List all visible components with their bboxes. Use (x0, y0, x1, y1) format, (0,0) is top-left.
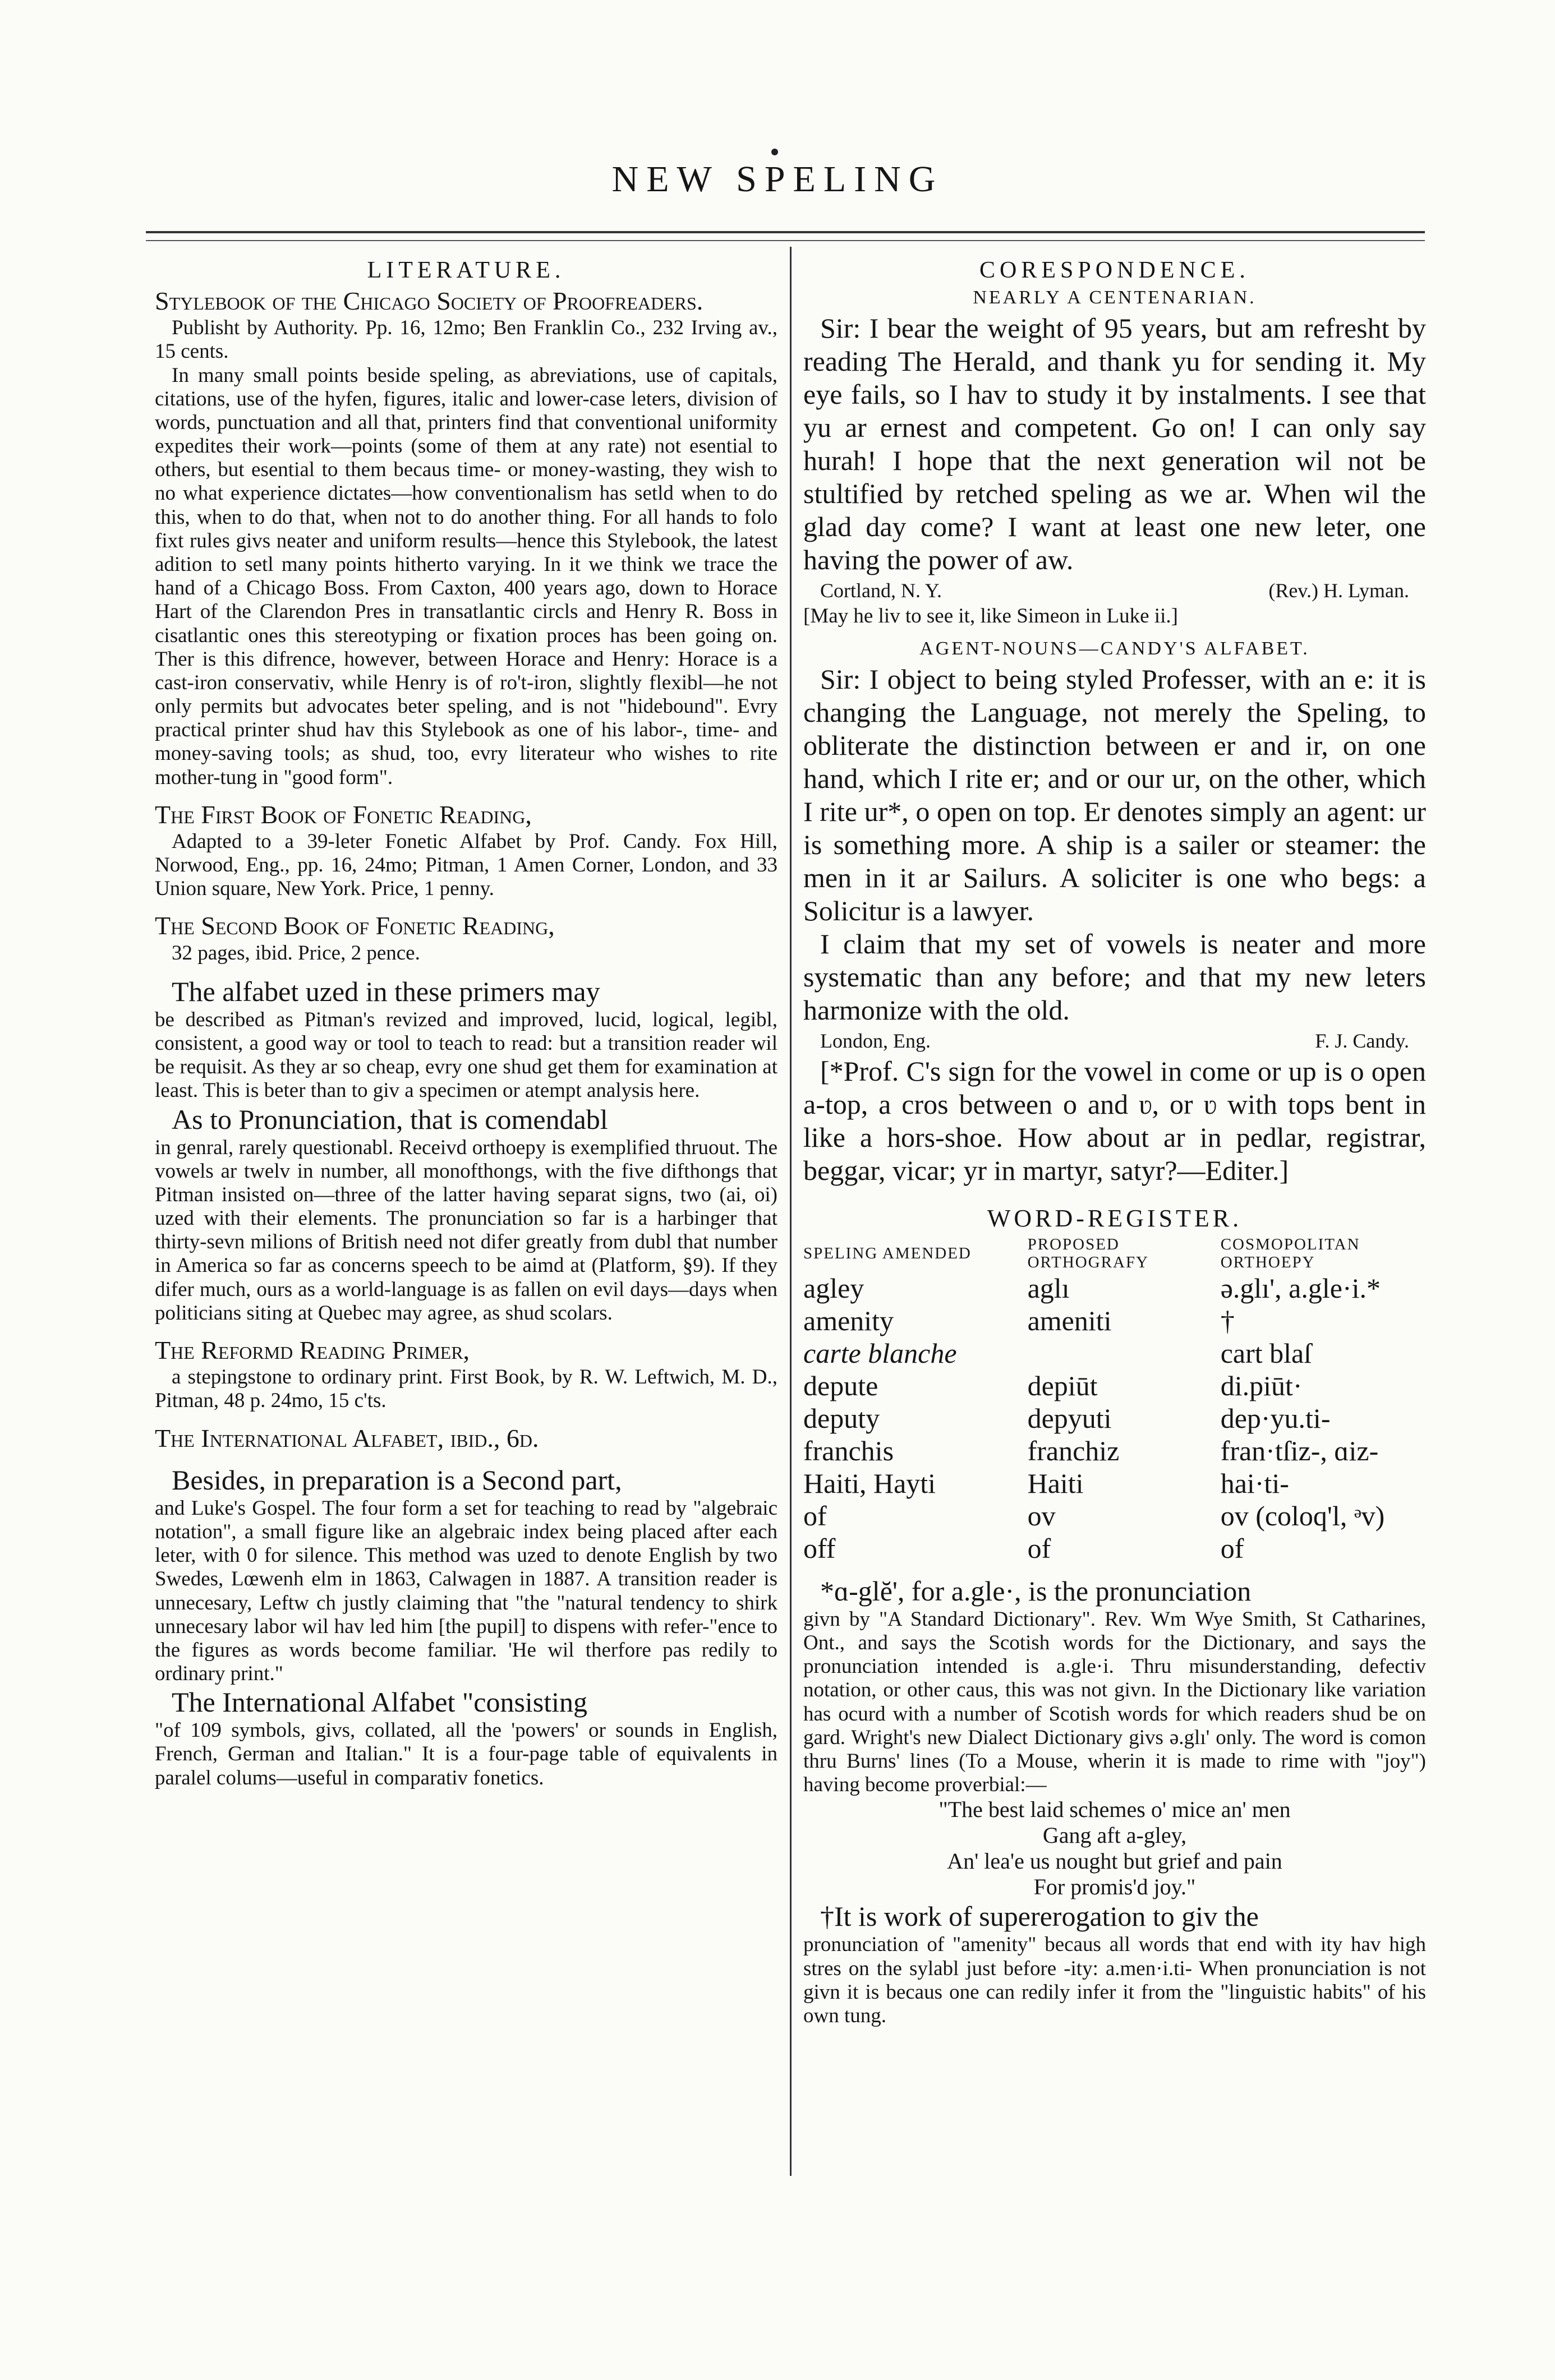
table-cell: of (1027, 1532, 1051, 1564)
intl-lead: The International Alfabet "consisting (172, 1686, 588, 1718)
agent-note: [*Prof. C's sign for the vowel in come or up is o open a-top, a cros between o and ʋ, or ʋ with tops bent in like a hors-shoe. How about ar in pedlar, registrar, beggar, vicar; yr in martyr, satyr?—Editer.] (803, 1055, 1426, 1187)
footnote1-body: givn by "A Standard Dictionary". Rev. Wm Wye Smith, St Catharines, Ont., and says the Scotish words for the Dictionary, and says the pronunciation intended is a.gle·i. Thru misunderstanding, defectiv notation, or other caus, this was not givn. In the Dictionary like variation has ocurd with a number of Scotish words for which readers shud be on gard. Wright's new Dialect Dictionary givs ə.glı' only. The word is comon thru Burns' lines (To a Mouse, wherin it is made to rime with "joy") having become proverbial:— (803, 1607, 1426, 1797)
table-cell: deputy (803, 1402, 880, 1434)
agent-letter: Sir: I object to being styled Professer, with an e: it is changing the Language, not merely the Speling, to obliterate the distinction between er and ir, on one hand, which I rite er; and or our ur, on the other, which I rite ur*, o open on top. Er denotes simply an agent: ur is something more. A ship is a sailer or steamer: the men in it ar Sailurs. A soliciter is one who begs: a Solicitur is a lawyer. (803, 663, 1426, 927)
agent-signature (803, 1029, 1426, 1053)
table-cell: aglı (1027, 1272, 1070, 1304)
table-cell: ameniti (1027, 1304, 1112, 1336)
header-dot (771, 149, 778, 155)
table-row (803, 1500, 1426, 1532)
agent-heading: AGENT-NOUNS—CANDY'S ALFABET. (919, 638, 1310, 659)
centenarian-note: [May he liv to see it, like Simeon in Luke ii.] (803, 605, 1178, 628)
column-header: SPELING AMENDED (803, 1244, 972, 1263)
centenarian-letter: Sir: I bear the weight of 95 years, but am refresht by reading The Herald, and thank yu for sending it. My eye fails, so I hav to study it by instalments. I see that yu ar ernest and competent. Go on! I can only say hurah! I hope that the next generation wil not be stultified by retched speling as we ar. When wil the glad day come? I want at least one new leter, one having the power of aw. (803, 312, 1426, 575)
table-cell: di.piūt· (1220, 1369, 1303, 1401)
table-cell: cart blaſ (1220, 1337, 1312, 1369)
table-cell: fran·tſiz-, ɑiz- (1220, 1435, 1379, 1466)
table-cell: depyuti (1027, 1402, 1112, 1434)
table-cell: ov (1027, 1500, 1056, 1532)
pronunciation-lead: As to Pronunciation, that is comendabl (172, 1103, 608, 1135)
table-row (803, 1272, 1426, 1304)
table-row (803, 1369, 1426, 1402)
table-row (803, 1532, 1426, 1565)
stylebook-body: In many small points beside speling, as abreviations, use of capitals, citations, use of the hyfen, figures, italic and lower-case leters, division of words, punctuation and all that, printers find that conventional uniformity expedites their work—points (some of them at any rate) not esential to others, but esential to them becaus time- or money-wasting, they wish to no what experience dictates—how conventionalism has setld when to do this, when to do that, when not to do another thing. For all hands to folo fixt rules givs neater and uniform results—hence this Stylebook, the latest adition to setl many points hitherto varying. In it we think we trace the hand of a Chicago Boss. From Caxton, 400 years ago, down to Horace Hart of the Clarendon Pres in transatlantic circls and Henry R. Boss in cisatlantic ones this stereotyping or fixation proces has been going on. Ther is this difrence, however, between Horace and Henry: Horace is a cast-iron conservativ, while Henry is of ro't-iron, slightly flexibl—he not only permits but advocates beter speling, and is not "hidebound". Evry practical printer shud hav this Stylebook as one of his labor-, time- and money-saving tools; as shud, too, evry literateur who wishes to rite mother-tung in "good form". (155, 363, 778, 789)
second-book-title: The Second Book of Fonetic Reading, (155, 911, 555, 940)
left-column (155, 257, 778, 1790)
table-cell: carte blanche (803, 1337, 957, 1369)
literature-heading: LITERATURE. (367, 257, 565, 283)
table-row (803, 1467, 1426, 1500)
poem-line: For promis'd joy." (1033, 1874, 1196, 1900)
table-cell: of (1220, 1532, 1244, 1564)
table-cell: Haiti (1027, 1467, 1084, 1499)
agent-signer: F. J. Candy. (1315, 1030, 1409, 1053)
corespondence-heading: CORESPONDENCE. (979, 257, 1250, 283)
footnote2-body: pronunciation of "amenity" becaus all words that end with ity hav high stres on the sylabl just before -ity: a.men·i.ti- When pronunciation is not givn it is becaus one can redily infer it from the "linguistic habits" of his own tung. (803, 1933, 1426, 2027)
table-cell: off (803, 1532, 836, 1564)
poem-line: An' lea'e us nought but grief and pain (947, 1848, 1282, 1874)
intl-body: "of 109 symbols, givs, collated, all the 'powers' or sounds in English, French, German and Italian." It is a four-page table of equivalents in paralel colums—useful in comparativ fonetics. (155, 1719, 778, 1789)
pronunciation-body: in genral, rarely questionabl. Receivd orthoepy is exemplified thruout. The vowels ar twelv in number, all monofthongs, with the five difthongs that Pitman insisted on—three of the latter having separat signs, two (ai, oi) uzed with their elements. The pronunciation so far is a harbinger that thirty-sevn milions of British need not difer greatly from dubl that number in America so far as concerns speech to be aimd at (Platform, §9). If they difer much, ours as a world-language is as fallen on evil days—days when politicians siting at Quebec may agree, as shud scolars. (155, 1136, 778, 1325)
table-header-row (803, 1236, 1426, 1272)
reformd-body: a stepingstone to ordinary print. First Book, by R. W. Leftwich, M. D., Pitman, 48 p. 24mo, 15 c'ts. (155, 1366, 778, 1413)
column-header: COSMOPOLITAN ORTHOEPY (1220, 1235, 1360, 1272)
poem-line: "The best laid schemes o' mice an' men (938, 1797, 1291, 1823)
column-divider (790, 247, 792, 2176)
table-cell: ov (coloq'l, ᵊv) (1220, 1500, 1385, 1532)
preparation-lead: Besides, in preparation is a Second part, (172, 1464, 622, 1496)
table-row (803, 1402, 1426, 1435)
page-title: NEW SPELING (611, 159, 944, 200)
table-cell: agley (803, 1272, 864, 1304)
alfabet-body: be described as Pitman's revized and improved, lucid, logical, legibl, consistent, a good way or tool to teach to read: but a transition reader wil be requisit. As they ar so cheap, evry one shud get them for examination at least. This is beter than to giv a specimen or atempt analysis here. (155, 1008, 778, 1103)
footnote2-lead: †It is work of supererogation to giv the (820, 1901, 1259, 1932)
table-cell (1028, 1337, 1221, 1369)
alfabet-lead: The alfabet uzed in these primers may (172, 975, 600, 1007)
centenarian-heading: NEARLY A CENTENARIAN. (973, 287, 1257, 308)
reformd-title: The Reformd Reading Primer, (155, 1335, 470, 1364)
table-row (803, 1304, 1426, 1337)
centenarian-signer: (Rev.) H. Lyman. (1268, 579, 1409, 602)
table-cell: dep·yu.ti- (1220, 1402, 1331, 1434)
stylebook-title: Stylebook of the Chicago Society of Proofreaders. (155, 287, 703, 315)
table-row (803, 1435, 1426, 1467)
stylebook-pub: Publisht by Authority. Pp. 16, 12mo; Ben Franklin Co., 232 Irving av., 15 cents. (155, 316, 778, 363)
footnote1-lead: *ɑ-glĕ', for a.gle·, is the pronunciation (820, 1575, 1252, 1607)
table-cell: ə.glı', a.gle·i.* (1220, 1272, 1381, 1304)
burns-quote (803, 1797, 1426, 1900)
second-book-body: 32 pages, ibid. Price, 2 pence. (172, 941, 420, 965)
first-book-title: The First Book of Fonetic Reading, (155, 800, 532, 829)
table-cell: depiūt (1027, 1369, 1098, 1401)
column-header: PROPOSED ORTHOGRAFY (1027, 1235, 1149, 1272)
first-book-body: Adapted to a 39-leter Fonetic Alfabet by Prof. Candy. Fox Hill, Norwood, Eng., pp. 16, 24mo; Pitman, 1 Amen Corner, London, and 33 Union square, New York. Price, 1 penny. (155, 829, 778, 901)
table-cell: hai·ti- (1220, 1467, 1289, 1499)
poem-line: Gang aft a-gley, (1042, 1823, 1187, 1848)
header-rule-thin (146, 240, 1425, 241)
word-register-rows (803, 1272, 1426, 1565)
preparation-body: and Luke's Gospel. The four form a set for teaching to read by "algebraic notation", a small figure like an algebraic index being placed after each leter, with 0 for silence. This method was uzed to denote English by two Swedes, Lœwenh elm in 1863, Calwagen in 1887. A transition reader is unnecesary, Leftw ch justly claiming that "the "natural tendency to shirk unnecesary labor wil hav led him [the pupil] to dispens with refer-"ence to the figures as words become familiar. 'He wil therfore pas redily to ordinary print." (155, 1496, 778, 1686)
centenarian-signature (803, 579, 1426, 602)
right-column (803, 257, 1426, 2028)
table-cell: of (803, 1500, 827, 1532)
table-cell: † (1220, 1304, 1235, 1336)
word-register-table (803, 1236, 1426, 1565)
table-row (803, 1337, 1426, 1369)
centenarian-place: Cortland, N. Y. (820, 579, 942, 602)
header-rule (146, 231, 1425, 233)
word-register-heading: WORD-REGISTER. (987, 1205, 1243, 1233)
table-cell: franchis (803, 1435, 894, 1466)
table-cell: depute (803, 1369, 878, 1401)
international-title: The International Alfabet, ibid., 6d. (155, 1423, 539, 1452)
table-cell: Haiti, Hayti (803, 1467, 936, 1499)
agent-letter-2: I claim that my set of vowels is neater and more systematic than any before; and that my new leters harmonize with the old. (803, 928, 1426, 1026)
agent-place: London, Eng. (820, 1030, 931, 1053)
table-cell: amenity (803, 1304, 894, 1336)
table-cell: franchiz (1027, 1435, 1120, 1466)
